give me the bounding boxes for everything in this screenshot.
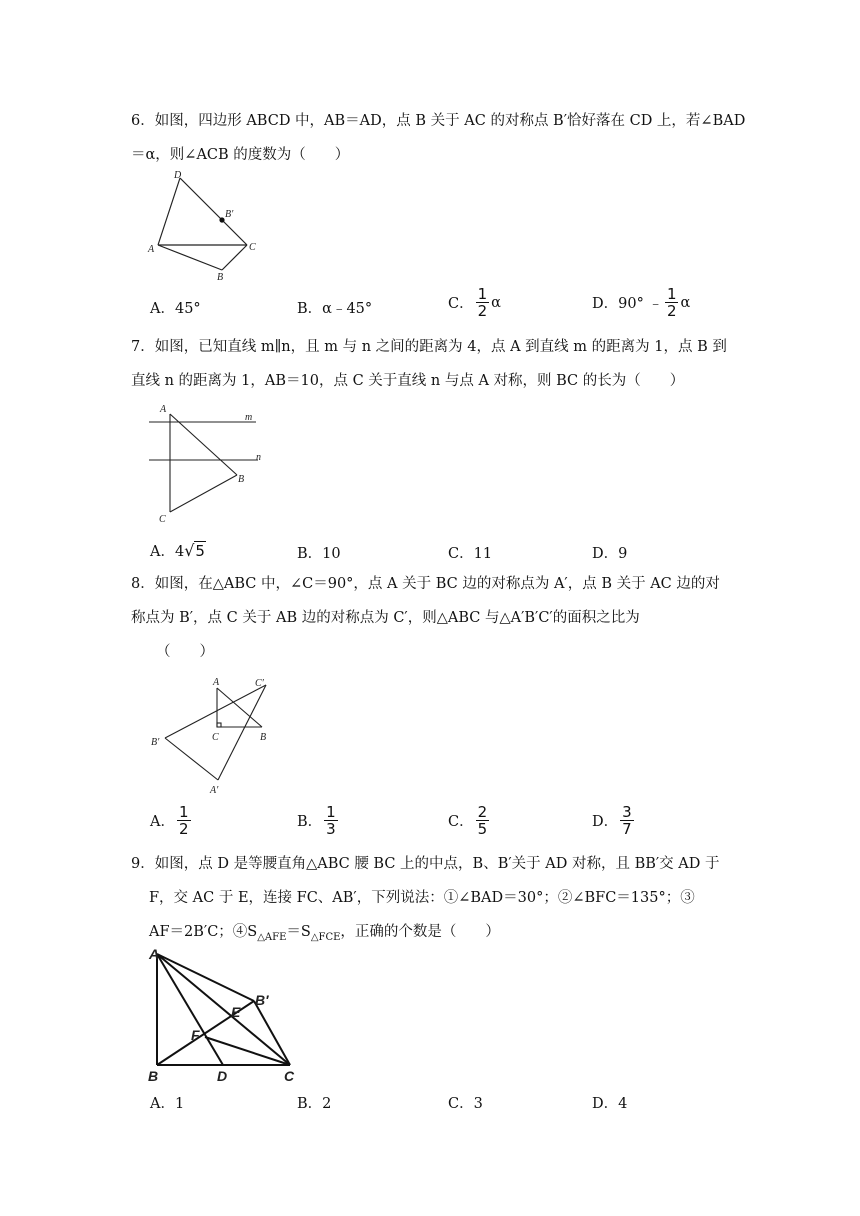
text-segment: ＝S [286, 924, 311, 940]
fraction-denominator: 3 [326, 820, 336, 838]
label-n: n [256, 452, 261, 463]
option-prefix: D． [592, 814, 619, 830]
label-m: m [245, 412, 253, 423]
label-e: E [231, 1004, 241, 1020]
option-d-prefix: D．90° ﹣ [592, 296, 663, 312]
label-a-prime: A′ [210, 785, 219, 796]
option-b[interactable]: B．2 [297, 1096, 332, 1112]
option-a[interactable]: A．45° [150, 301, 201, 317]
label-c: C [249, 242, 256, 253]
option-prefix: C． [448, 814, 474, 830]
question-8-figure [146, 672, 281, 798]
fraction-denominator: 7 [622, 820, 632, 838]
label-c: C [212, 732, 219, 743]
text-segment: ，正确的个数是（ ） [340, 924, 500, 940]
fraction-numerator: 1 [178, 803, 189, 821]
label-b: B [260, 732, 267, 743]
question-7 [131, 330, 751, 398]
subscript: △AFE [257, 931, 287, 943]
fraction [324, 804, 338, 837]
question-9-options [150, 1092, 750, 1132]
label-a: A [213, 677, 220, 688]
option-d[interactable] [592, 804, 636, 837]
question-9-text-line1: 9．如图，点 D 是等腰直角△ABC 腰 BC 上的中点，B、B′关于 AD 对称，且 BB′交 AD 于 [131, 856, 720, 872]
label-c: C [284, 1068, 295, 1084]
question-6-figure [140, 166, 270, 286]
question-8-text-line3: （ ） [156, 644, 214, 660]
question-7-text-line2: 直线 n 的距离为 1，AB＝10，点 C 关于直线 n 与点 A 对称，则 BC 的长为（ ） [131, 373, 685, 389]
question-8-text-line1: 8．如图，在△ABC 中，∠C＝90°，点 A 关于 BC 边的对称点为 A′，点 B 关于 AC 边的对 [131, 576, 720, 592]
question-9-text-line2: F，交 AC 于 E，连接 FC、AB′，下列说法：①∠BAD＝30°；②∠BFC＝135°；③ [149, 890, 695, 906]
question-7-figure [146, 402, 271, 524]
fraction-numerator: 1 [477, 285, 488, 303]
fraction [665, 286, 679, 319]
option-b[interactable]: B．α﹣45° [297, 301, 373, 317]
option-d[interactable]: D．4 [592, 1096, 628, 1112]
fraction-numerator: 2 [477, 803, 488, 821]
option-d-suffix: α [680, 294, 691, 311]
fraction-numerator: 1 [326, 803, 336, 821]
fraction [476, 804, 490, 837]
option-a[interactable]: A．1 [150, 1096, 185, 1112]
question-9-figure [145, 944, 305, 1086]
sqrt-radicand: 5 [195, 542, 205, 560]
question-8 [131, 567, 751, 669]
question-9 [131, 847, 751, 955]
option-prefix: A． [150, 814, 175, 830]
label-c-prime: C′ [255, 678, 264, 689]
point-b-prime [219, 217, 224, 222]
option-a[interactable] [150, 804, 193, 837]
question-8-text-line2: 称点为 B′，点 C 关于 AB 边的对称点为 C′，则△ABC 与△A′B′C′的面积之比为 [131, 610, 640, 626]
option-c[interactable]: C．11 [448, 546, 493, 562]
label-b: B [217, 272, 224, 283]
label-b: B [238, 474, 245, 485]
fraction-numerator: 1 [666, 285, 677, 303]
label-d: D [174, 170, 182, 181]
sqrt-symbol: √ [184, 541, 195, 560]
fraction [476, 286, 490, 319]
label-b: B [148, 1068, 159, 1084]
question-7-text-line1: 7．如图，已知直线 m∥n，且 m 与 n 之间的距离为 4，点 A 到直线 m 的距离为 1，点 B 到 [131, 339, 727, 355]
subscript: △FCE [310, 931, 341, 943]
option-prefix: B． [297, 814, 323, 830]
option-b[interactable]: B．10 [297, 546, 341, 562]
fraction-numerator: 3 [622, 803, 632, 821]
label-b-prime: B′ [151, 737, 160, 748]
option-a-prefix: A．4 [150, 544, 185, 560]
fraction-denominator: 5 [477, 820, 488, 838]
question-8-options [150, 804, 750, 844]
fraction-denominator: 2 [178, 820, 189, 838]
option-c[interactable] [448, 286, 501, 319]
label-f: F [191, 1027, 200, 1043]
fraction-denominator: 2 [477, 302, 488, 320]
fraction [177, 804, 191, 837]
question-6-text-line2: ＝α，则∠ACB 的度数为（ ） [131, 147, 350, 163]
label-b-prime: B′ [225, 209, 234, 220]
option-c[interactable] [448, 804, 491, 837]
fraction [620, 804, 634, 837]
question-6-text-line1: 6．如图，四边形 ABCD 中，AB＝AD，点 B 关于 AC 的对称点 B′恰好落在 CD 上，若∠BAD [131, 113, 746, 129]
label-a: A [148, 244, 155, 255]
option-d[interactable]: D．9 [592, 546, 628, 562]
label-c: C [159, 514, 166, 524]
option-d[interactable] [592, 286, 690, 319]
label-a: A [160, 404, 167, 415]
question-6-options [150, 286, 750, 326]
option-b[interactable] [297, 804, 340, 837]
option-c-prefix: C． [448, 296, 474, 312]
option-c[interactable]: C．3 [448, 1096, 483, 1112]
right-angle-mark [217, 723, 221, 727]
label-d: D [217, 1068, 228, 1084]
label-b-prime: B′ [255, 992, 269, 1008]
option-c-suffix: α [491, 294, 501, 311]
text-segment: AF＝2B′C；④S [149, 924, 258, 940]
fraction-denominator: 2 [666, 302, 677, 320]
label-a: A [149, 946, 160, 962]
question-6 [131, 104, 751, 172]
option-a[interactable] [150, 540, 206, 561]
